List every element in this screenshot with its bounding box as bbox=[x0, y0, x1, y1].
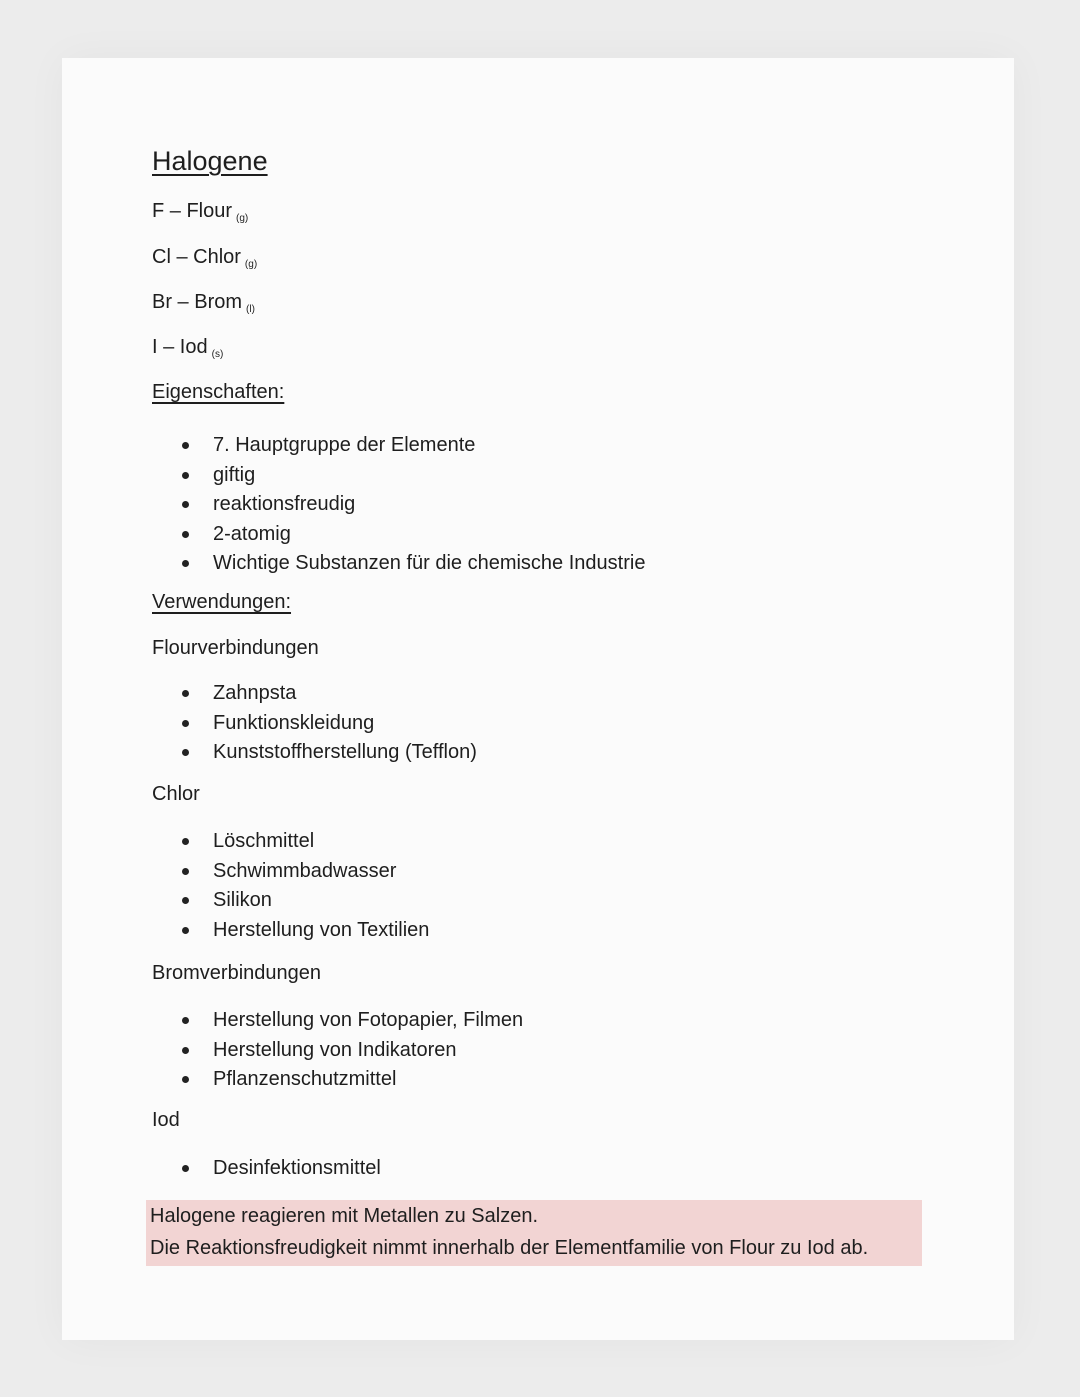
summary-line-2: Die Reaktionsfreudigkeit nimmt innerhalb der Elementfamilie von Flour zu Iod ab. bbox=[150, 1237, 869, 1259]
verwendungen-heading: Verwendungen: bbox=[152, 591, 292, 613]
bullet-icon bbox=[182, 501, 189, 508]
group-heading-iod: Iod bbox=[152, 1109, 180, 1131]
state-of-matter: (g) bbox=[244, 259, 258, 270]
element-label: I – Iod bbox=[152, 336, 208, 358]
brom-uses-list bbox=[182, 1006, 523, 1095]
bullet-icon bbox=[182, 1047, 189, 1054]
eigenschaften-list bbox=[182, 431, 645, 579]
list-item: Löschmittel bbox=[182, 827, 429, 857]
bullet-icon bbox=[182, 1017, 189, 1024]
element-label: Cl – Chlor bbox=[152, 246, 241, 268]
list-item: Zahnpsta bbox=[182, 679, 477, 709]
bullet-icon bbox=[182, 1165, 189, 1172]
list-item: 2-atomig bbox=[182, 520, 645, 550]
bullet-icon bbox=[182, 442, 189, 449]
list-item: Wichtige Substanzen für die chemische Industrie bbox=[182, 549, 645, 579]
list-item: 7. Hauptgruppe der Elemente bbox=[182, 431, 645, 461]
state-of-matter: (l) bbox=[246, 304, 255, 315]
bullet-icon bbox=[182, 531, 189, 538]
list-item: Silikon bbox=[182, 886, 429, 916]
bullet-icon bbox=[182, 690, 189, 697]
list-item: Herstellung von Fotopapier, Filmen bbox=[182, 1006, 523, 1036]
summary-line-1: Halogene reagieren mit Metallen zu Salzen. bbox=[150, 1205, 538, 1227]
list-item: Funktionskleidung bbox=[182, 709, 477, 739]
bullet-icon bbox=[182, 749, 189, 756]
group-heading-brom: Bromverbindungen bbox=[152, 962, 321, 984]
list-item: Herstellung von Textilien bbox=[182, 916, 429, 946]
chlor-uses-list bbox=[182, 827, 429, 945]
list-item: Desinfektionsmittel bbox=[182, 1154, 381, 1184]
list-item: Pflanzenschutzmittel bbox=[182, 1065, 523, 1095]
eigenschaften-heading: Eigenschaften: bbox=[152, 381, 285, 403]
element-fluorine bbox=[152, 200, 248, 224]
list-item: Herstellung von Indikatoren bbox=[182, 1036, 523, 1066]
element-label: Br – Brom bbox=[152, 291, 243, 313]
bullet-icon bbox=[182, 472, 189, 479]
iod-uses-list bbox=[182, 1154, 381, 1184]
element-label: F – Flour bbox=[152, 200, 233, 222]
list-item: Kunststoffherstellung (Tefflon) bbox=[182, 738, 477, 768]
state-of-matter: (s) bbox=[211, 349, 224, 360]
bullet-icon bbox=[182, 868, 189, 875]
list-item: reaktionsfreudig bbox=[182, 490, 645, 520]
element-chlorine bbox=[152, 246, 257, 270]
element-iodine bbox=[152, 336, 223, 360]
bullet-icon bbox=[182, 838, 189, 845]
group-heading-flour: Flourverbindungen bbox=[152, 637, 319, 659]
list-item: giftig bbox=[182, 461, 645, 491]
bullet-icon bbox=[182, 720, 189, 727]
page-title: Halogene bbox=[152, 146, 268, 176]
state-of-matter: (g) bbox=[236, 213, 249, 224]
list-item: Schwimmbadwasser bbox=[182, 857, 429, 887]
bullet-icon bbox=[182, 1076, 189, 1083]
bullet-icon bbox=[182, 927, 189, 934]
bullet-icon bbox=[182, 897, 189, 904]
element-bromine bbox=[152, 291, 255, 315]
group-heading-chlor: Chlor bbox=[152, 783, 200, 805]
bullet-icon bbox=[182, 560, 189, 567]
flour-uses-list bbox=[182, 679, 477, 768]
